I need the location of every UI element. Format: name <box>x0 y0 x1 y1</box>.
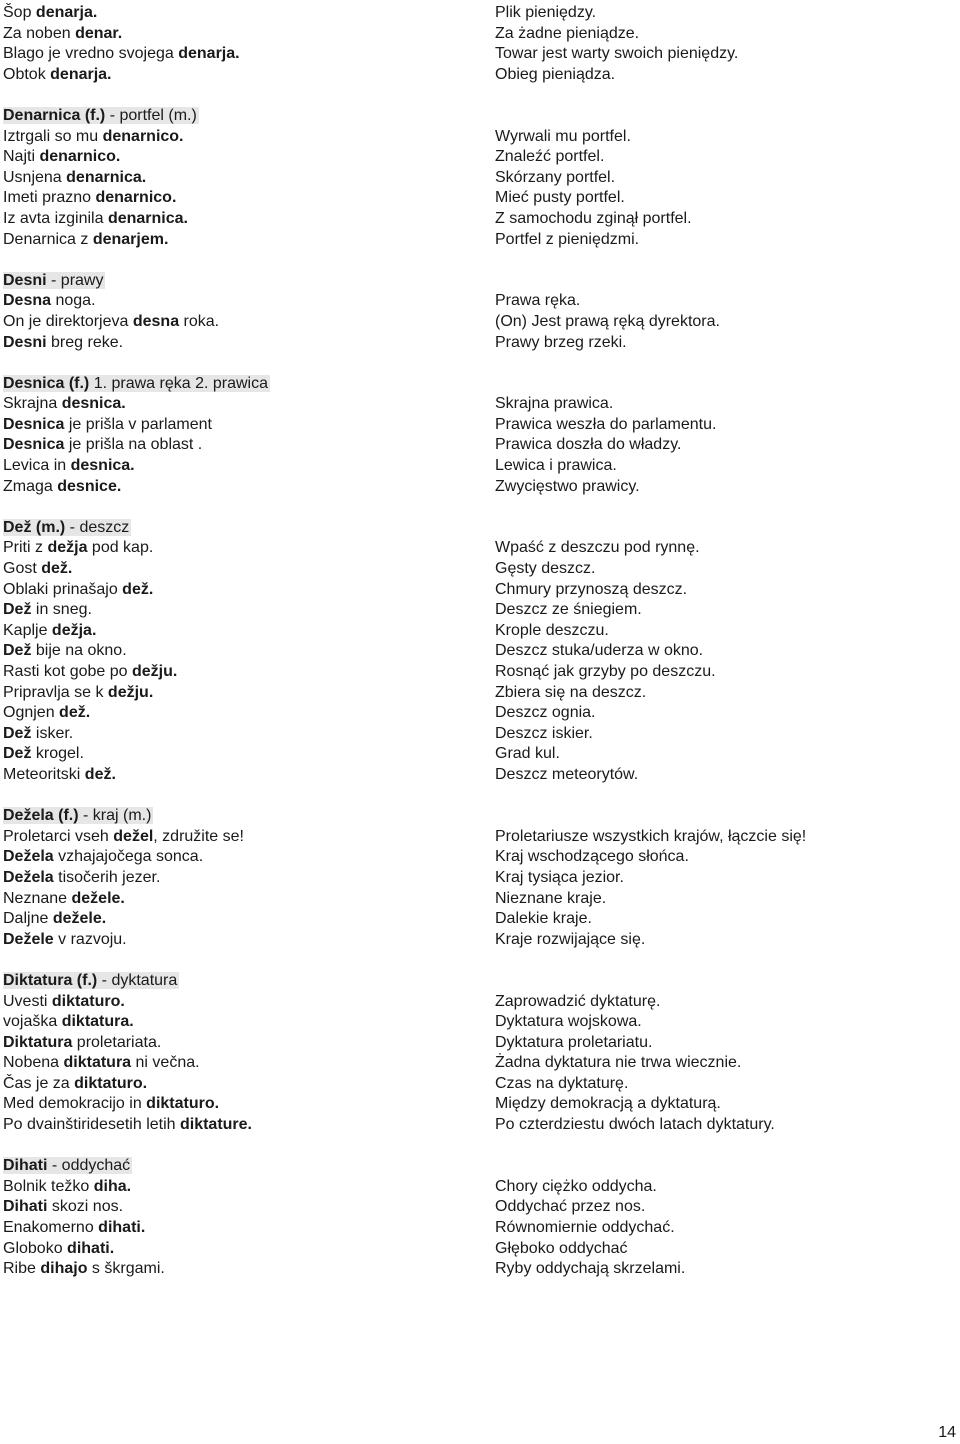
slovene-phrase <box>3 3 495 24</box>
headword-highlight <box>3 375 270 392</box>
headword-highlight <box>3 272 105 289</box>
text-segment: pod kap. <box>87 539 154 557</box>
text-segment: dežja. <box>51 621 97 639</box>
text-segment: Po dvainštiridesetih letih <box>3 1116 180 1134</box>
polish-translation: Lewica i prawica. <box>495 457 617 475</box>
polish-translation: Deszcz ognia. <box>495 704 596 722</box>
text-segment: Meteoritski <box>3 765 85 783</box>
slovene-column <box>3 106 495 250</box>
text-segment: - prawy <box>46 271 104 289</box>
slovene-phrase <box>3 44 495 65</box>
polish-translation: Głęboko oddychać <box>495 1239 628 1257</box>
entry-heading <box>3 1156 495 1177</box>
slovene-phrase <box>3 1053 495 1074</box>
text-segment: desna <box>132 312 180 330</box>
polish-translation: Po czterdziestu dwóch latach dyktatury. <box>495 1116 775 1134</box>
polish-translation: Prawica weszła do parlamentu. <box>495 415 717 433</box>
slovene-phrase <box>3 1239 495 1260</box>
slovene-phrase <box>3 291 495 312</box>
text-segment: Obtok <box>3 65 51 83</box>
text-segment: denarnico. <box>102 127 184 145</box>
entry-section <box>3 971 953 1136</box>
headword-highlight <box>3 807 153 824</box>
polish-column <box>495 518 945 786</box>
polish-translation: Proletariusze wszystkich krajów, łączcie się! <box>495 827 807 845</box>
text-segment: Zmaga <box>3 477 58 495</box>
dictionary-page <box>3 3 953 1280</box>
text-segment: Iz avta izginila <box>3 209 108 227</box>
text-segment: Dežela <box>3 848 54 866</box>
entry-heading <box>3 518 495 539</box>
slovene-phrase <box>3 65 495 86</box>
polish-translation: Gęsty deszcz. <box>495 560 596 578</box>
text-segment: dihajo <box>40 1260 88 1278</box>
slovene-phrase <box>3 127 495 148</box>
entry-section <box>3 518 953 786</box>
text-segment: Dežele <box>3 930 54 948</box>
text-segment: desnica. <box>61 395 126 413</box>
text-segment: v razvoju. <box>53 930 127 948</box>
slovene-phrase <box>3 312 495 333</box>
text-segment: vojaška <box>3 1013 62 1031</box>
text-segment: Desni <box>3 271 47 289</box>
text-segment: Najti <box>3 148 40 166</box>
polish-translation: Towar jest warty swoich pieniędzy. <box>495 45 739 63</box>
text-segment: noga. <box>51 292 96 310</box>
heading-spacer <box>495 518 945 539</box>
text-segment: Dež <box>3 601 32 619</box>
entry-section <box>3 806 953 950</box>
slovene-phrase <box>3 1259 495 1280</box>
polish-column <box>495 271 945 353</box>
text-segment: Ognjen <box>3 704 60 722</box>
polish-column <box>495 806 945 950</box>
polish-translation: Między demokracją a dyktaturą. <box>495 1095 721 1113</box>
text-segment: Levica in <box>3 457 71 475</box>
text-segment: Dež <box>3 745 32 763</box>
text-segment: Dihati <box>3 1157 48 1175</box>
slovene-phrase <box>3 703 495 724</box>
slovene-column <box>3 971 495 1136</box>
text-segment: desnica. <box>70 457 135 475</box>
slovene-phrase <box>3 1012 495 1033</box>
entry-heading <box>3 271 495 292</box>
slovene-phrase <box>3 559 495 580</box>
heading-spacer <box>495 106 945 127</box>
text-segment: diktatura <box>63 1054 132 1072</box>
polish-column <box>495 106 945 250</box>
heading-spacer <box>495 374 945 395</box>
slovene-phrase <box>3 538 495 559</box>
text-segment: Iztrgali so mu <box>3 127 103 145</box>
text-segment: Skrajna <box>3 395 62 413</box>
text-segment: Daljne <box>3 910 53 928</box>
headword-highlight <box>3 107 199 124</box>
text-segment: Blago je vredno svojega <box>3 45 179 63</box>
text-segment: denarja. <box>178 45 240 63</box>
text-segment: 1. prawa ręka 2. prawica <box>89 374 268 392</box>
polish-column <box>495 3 945 85</box>
text-segment: Pripravlja se k <box>3 683 108 701</box>
text-segment: Čas je za <box>3 1074 75 1092</box>
text-segment: Dežela (f.) <box>3 807 79 825</box>
entry-section <box>3 271 953 353</box>
text-segment: denarnico. <box>95 189 177 207</box>
polish-translation: (On) Jest prawą ręką dyrektora. <box>495 312 720 330</box>
slovene-phrase <box>3 1074 495 1095</box>
polish-translation: Deszcz iskier. <box>495 724 593 742</box>
text-segment: Rasti kot gobe po <box>3 663 132 680</box>
polish-translation: Dalekie kraje. <box>495 910 592 928</box>
polish-translation: Kraj tysiąca jezior. <box>495 868 624 886</box>
text-segment: denarja. <box>35 4 98 21</box>
polish-translation: Skórzany portfel. <box>495 168 616 186</box>
text-segment: - kraj (m.) <box>78 807 152 825</box>
polish-translation: Chmury przynoszą deszcz. <box>495 580 688 598</box>
polish-column <box>495 971 945 1136</box>
text-segment: Desnica (f.) <box>3 374 90 392</box>
entry-heading <box>3 806 495 827</box>
slovene-phrase <box>3 662 495 683</box>
polish-translation: Portfel z pieniędzmi. <box>495 230 640 248</box>
polish-translation: Rosnąć jak grzyby po deszczu. <box>495 663 716 680</box>
polish-translation: Dyktatura proletariatu. <box>495 1033 653 1051</box>
headword-highlight <box>3 972 179 989</box>
text-segment: - portfel (m.) <box>105 106 197 124</box>
slovene-phrase <box>3 847 495 868</box>
heading-spacer <box>495 806 945 827</box>
text-segment: Priti z <box>3 539 48 557</box>
text-segment: roka. <box>179 312 220 330</box>
text-segment: Proletarci vseh <box>3 827 114 845</box>
polish-translation: Grad kul. <box>495 745 560 763</box>
slovene-phrase <box>3 1094 495 1115</box>
text-segment: diktaturo. <box>146 1095 220 1113</box>
polish-translation: Dyktatura wojskowa. <box>495 1013 642 1031</box>
text-segment: Denarnica (f.) <box>3 106 106 124</box>
text-segment: denarnico. <box>39 148 121 166</box>
slovene-phrase <box>3 930 495 951</box>
entry-section <box>3 374 953 498</box>
text-segment: Gost <box>3 560 42 578</box>
text-segment: Ribe <box>3 1260 41 1278</box>
slovene-phrase <box>3 394 495 415</box>
entry-heading <box>3 971 495 992</box>
polish-translation: Kraje rozwijające się. <box>495 930 646 948</box>
polish-translation: Zbiera się na deszcz. <box>495 683 647 701</box>
headword-highlight <box>3 1157 132 1174</box>
text-segment: s škrgami. <box>87 1260 165 1278</box>
polish-translation: Chory ciężko oddycha. <box>495 1177 657 1195</box>
text-segment: Oblaki prinašajo <box>3 580 123 598</box>
text-segment: denarjem. <box>92 230 169 248</box>
text-segment: diktaturo. <box>74 1074 148 1092</box>
slovene-phrase <box>3 1218 495 1239</box>
polish-translation: Ryby oddychają skrzelami. <box>495 1260 686 1278</box>
slovene-column <box>3 806 495 950</box>
text-segment: dežele. <box>71 889 125 907</box>
text-segment: Dež <box>3 724 32 742</box>
slovene-phrase <box>3 477 495 498</box>
entry-heading <box>3 374 495 395</box>
polish-column <box>495 374 945 498</box>
slovene-phrase <box>3 456 495 477</box>
polish-translation: Prawa ręka. <box>495 292 581 310</box>
headword-highlight <box>3 519 131 536</box>
text-segment: dežele. <box>52 910 107 928</box>
text-segment: On je direktorjeva <box>3 312 133 330</box>
text-segment: Diktatura (f.) <box>3 971 98 989</box>
slovene-phrase <box>3 724 495 745</box>
polish-translation: Wpaść z deszczu pod rynnę. <box>495 539 700 557</box>
text-segment: in sneg. <box>31 601 92 619</box>
polish-translation: Prawy brzeg rzeki. <box>495 333 627 351</box>
text-segment: diktaturo. <box>51 992 125 1010</box>
text-segment: Med demokracijo in <box>3 1095 147 1113</box>
slovene-column <box>3 518 495 786</box>
slovene-phrase <box>3 765 495 786</box>
slovene-phrase <box>3 168 495 189</box>
entry-heading <box>3 106 495 127</box>
text-segment: je prišla v parlament <box>64 415 212 433</box>
text-segment: denarnica. <box>66 168 147 186</box>
text-segment: diha. <box>93 1177 132 1195</box>
slovene-phrase <box>3 1177 495 1198</box>
slovene-phrase <box>3 1033 495 1054</box>
entry-section <box>3 1156 953 1280</box>
slovene-phrase <box>3 909 495 930</box>
text-segment: desnice. <box>57 477 122 495</box>
text-segment: isker. <box>31 724 74 742</box>
polish-translation: Żadna dyktatura nie trwa wiecznie. <box>495 1054 742 1072</box>
slovene-phrase <box>3 147 495 168</box>
slovene-phrase <box>3 889 495 910</box>
text-segment: Nobena <box>3 1054 64 1072</box>
text-segment: Uvesti <box>3 992 52 1010</box>
polish-translation: Plik pieniędzy. <box>495 4 597 21</box>
heading-spacer <box>495 971 945 992</box>
slovene-phrase <box>3 641 495 662</box>
slovene-column <box>3 1156 495 1280</box>
text-segment: dežja <box>47 539 88 557</box>
slovene-phrase <box>3 1197 495 1218</box>
entry-section <box>3 3 953 85</box>
text-segment: denarja. <box>50 65 112 83</box>
text-segment: dežju. <box>131 663 178 680</box>
slovene-phrase <box>3 580 495 601</box>
text-segment: Usnjena <box>3 168 67 186</box>
text-segment: Dihati <box>3 1198 48 1216</box>
text-segment: vzhajajočega sonca. <box>53 848 204 866</box>
polish-translation: Deszcz meteorytów. <box>495 765 639 783</box>
slovene-column <box>3 271 495 353</box>
polish-translation: Prawica doszła do władzy. <box>495 436 682 454</box>
polish-translation: Wyrwali mu portfel. <box>495 127 631 145</box>
polish-translation: Nieznane kraje. <box>495 889 607 907</box>
text-segment: Desnica <box>3 436 65 454</box>
polish-translation: Czas na dyktaturę. <box>495 1074 629 1092</box>
text-segment: Desni <box>3 333 47 351</box>
polish-translation: Kraj wschodzącego słońca. <box>495 848 689 866</box>
text-segment: Dež (m.) <box>3 518 66 536</box>
text-segment: , združite se! <box>153 827 244 845</box>
slovene-phrase <box>3 600 495 621</box>
text-segment: Neznane <box>3 889 72 907</box>
text-segment: Šop <box>3 4 36 21</box>
text-segment: Desna <box>3 292 52 310</box>
entry-section <box>3 106 953 250</box>
polish-translation: Mieć pusty portfel. <box>495 189 625 207</box>
polish-translation: Obieg pieniądza. <box>495 65 616 83</box>
text-segment: Dežela <box>3 868 54 886</box>
text-segment: diktature. <box>179 1116 252 1134</box>
text-segment: Denarnica z <box>3 230 93 248</box>
polish-translation: Deszcz stuka/uderza w okno. <box>495 642 704 660</box>
slovene-column <box>3 374 495 498</box>
polish-translation: Zaprowadzić dyktaturę. <box>495 992 661 1010</box>
text-segment: Desnica <box>3 415 65 433</box>
polish-translation: Skrajna prawica. <box>495 395 614 413</box>
text-segment: Dež <box>3 642 32 660</box>
text-segment: dežju. <box>107 683 154 701</box>
polish-translation: Znaleźć portfel. <box>495 148 605 166</box>
text-segment: Imeti prazno <box>3 189 96 207</box>
text-segment: dež. <box>41 560 73 578</box>
text-segment: - deszcz <box>65 518 130 536</box>
text-segment: dihati. <box>98 1219 146 1237</box>
text-segment: dihati. <box>67 1239 115 1257</box>
polish-translation: Równomiernie oddychać. <box>495 1219 675 1237</box>
polish-translation: Krople deszczu. <box>495 621 609 639</box>
slovene-phrase <box>3 868 495 889</box>
text-segment: tisočerih jezer. <box>53 868 161 886</box>
slovene-phrase <box>3 230 495 251</box>
slovene-phrase <box>3 333 495 354</box>
slovene-phrase <box>3 744 495 765</box>
text-segment: bije na okno. <box>31 642 127 660</box>
slovene-phrase <box>3 188 495 209</box>
slovene-phrase <box>3 683 495 704</box>
text-segment: denar. <box>75 24 123 42</box>
slovene-phrase <box>3 827 495 848</box>
text-segment: Za noben <box>3 24 76 42</box>
polish-translation: Z samochodu zginął portfel. <box>495 209 692 227</box>
text-segment: breg reke. <box>46 333 124 351</box>
heading-spacer <box>495 1156 945 1177</box>
slovene-phrase <box>3 1115 495 1136</box>
text-segment: ni večna. <box>131 1054 200 1072</box>
text-segment: - dyktatura <box>97 971 178 989</box>
slovene-phrase <box>3 435 495 456</box>
text-segment: dežel <box>113 827 154 845</box>
page-number: 14 <box>938 1424 956 1442</box>
slovene-phrase <box>3 209 495 230</box>
slovene-phrase <box>3 415 495 436</box>
text-segment: Bolnik težko <box>3 1177 94 1195</box>
text-segment: Diktatura <box>3 1033 73 1051</box>
text-segment: dež. <box>59 704 91 722</box>
heading-spacer <box>495 271 945 292</box>
polish-column <box>495 1156 945 1280</box>
text-segment: Kaplje <box>3 621 52 639</box>
text-segment: denarnica. <box>107 209 188 227</box>
text-segment: proletariata. <box>72 1033 162 1051</box>
slovene-phrase <box>3 992 495 1013</box>
text-segment: - oddychać <box>47 1157 131 1175</box>
text-segment: diktatura. <box>61 1013 134 1031</box>
slovene-phrase <box>3 621 495 642</box>
text-segment: dež. <box>84 765 116 783</box>
slovene-column <box>3 3 495 85</box>
text-segment: dež. <box>122 580 154 598</box>
polish-translation: Zwycięstwo prawicy. <box>495 477 640 495</box>
text-segment: skozi nos. <box>47 1198 124 1216</box>
slovene-phrase <box>3 24 495 45</box>
polish-translation: Oddychać przez nos. <box>495 1198 646 1216</box>
text-segment: krogel. <box>31 745 84 763</box>
polish-translation: Za żadne pieniądze. <box>495 24 640 42</box>
polish-translation: Deszcz ze śniegiem. <box>495 601 642 619</box>
text-segment: je prišla na oblast . <box>64 436 203 454</box>
text-segment: Globoko <box>3 1239 68 1257</box>
text-segment: Enakomerno <box>3 1219 99 1237</box>
